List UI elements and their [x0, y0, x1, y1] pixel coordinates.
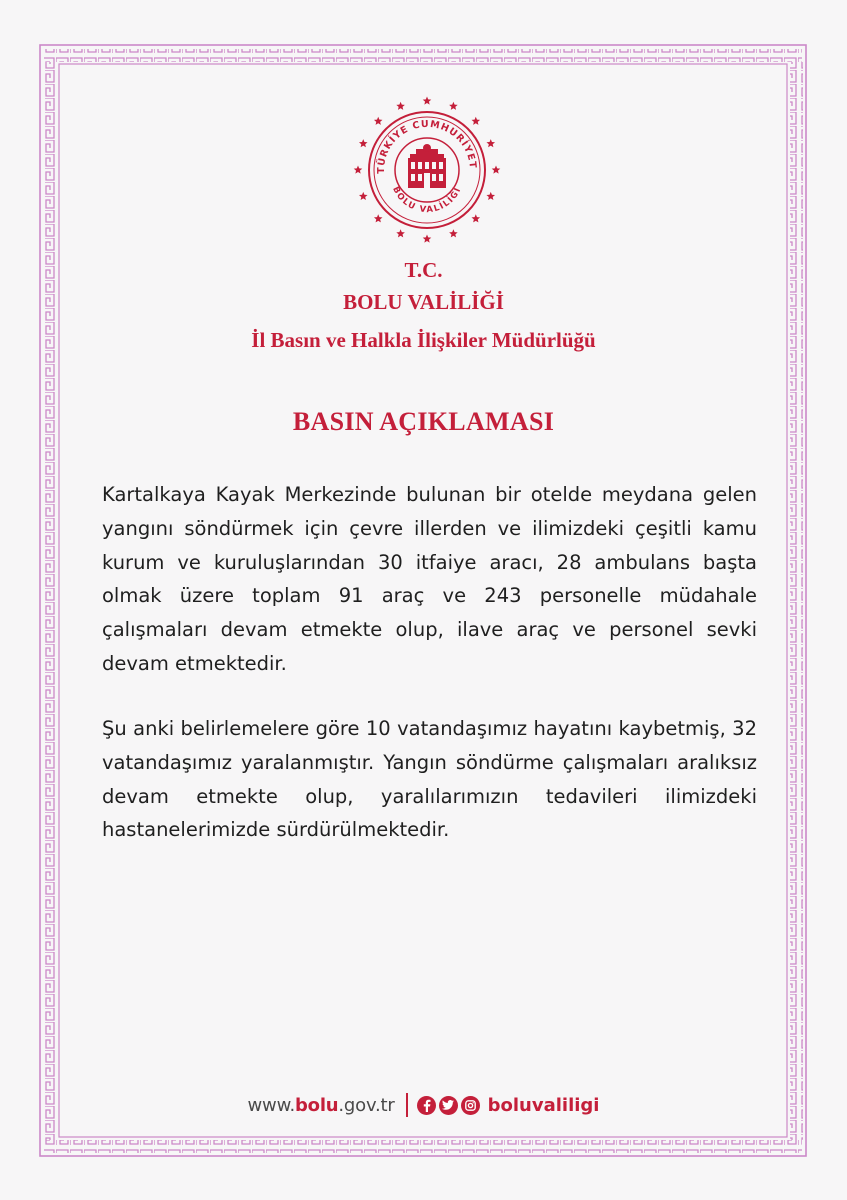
seal-star [492, 166, 501, 174]
seal-star [423, 235, 432, 243]
header-tc: T.C. [404, 258, 443, 282]
seal-star [486, 192, 495, 200]
seal-star [359, 139, 368, 147]
header-governorship: BOLU VALİLİĞİ [343, 290, 504, 314]
website-link[interactable]: www.bolu.gov.tr [247, 1094, 395, 1116]
seal-star [396, 229, 405, 237]
body-paragraph-2: Şu anki belirlemelere göre 10 vatandaşımız hayatını kaybetmiş, 32 vatandaşımız yaralanmıştır. Yangın söndürme çalışmaları aralıksız devam etmekte olup, yaralılarımızın tedavileri ilimizdeki hastanelerimizde sürdürülmektedir. [102, 717, 757, 842]
seal-star [359, 192, 368, 200]
seal-star [472, 117, 481, 125]
social-handle[interactable]: boluvaliligi [487, 1094, 600, 1116]
seal-star [374, 117, 383, 125]
footer-divider [406, 1093, 408, 1117]
twitter-icon[interactable] [439, 1096, 458, 1115]
svg-text:BOLU VALİLİĞİ: BOLU VALİLİĞİ [390, 185, 464, 216]
seal-star [354, 166, 363, 174]
seal-star [374, 214, 383, 222]
seal-star [449, 229, 458, 237]
seal-star [449, 102, 458, 110]
seal-star [396, 102, 405, 110]
header-directorate: İl Basın ve Halkla İlişkiler Müdürlüğü [251, 328, 596, 352]
seal-star [472, 214, 481, 222]
seal-star [423, 97, 432, 105]
footer [0, 1089, 847, 1121]
body-paragraph-1: Kartalkaya Kayak Merkezinde bulunan bir otelde meydana gelen yangını söndürmek için çevre illerden ve ilimizdeki çeşitli kamu kurum ve kuruluşlarından 30 itfaiye aracı, 28 ambulans başta olmak üzere toplam 91 araç ve 243 personelle müdahale çalışmaları devam etmekte olup, ilave araç ve personel sevki devam etmektedir. [102, 483, 757, 675]
document-title: BASIN AÇIKLAMASI [292, 407, 555, 436]
seal-star [486, 139, 495, 147]
bolu-governorship-seal [344, 90, 510, 250]
instagram-icon[interactable] [461, 1096, 480, 1115]
facebook-icon[interactable] [417, 1096, 436, 1115]
svg-text:TÜRKİYE CUMHURİYETİ: TÜRKİYE CUMHURİYET [375, 118, 479, 174]
